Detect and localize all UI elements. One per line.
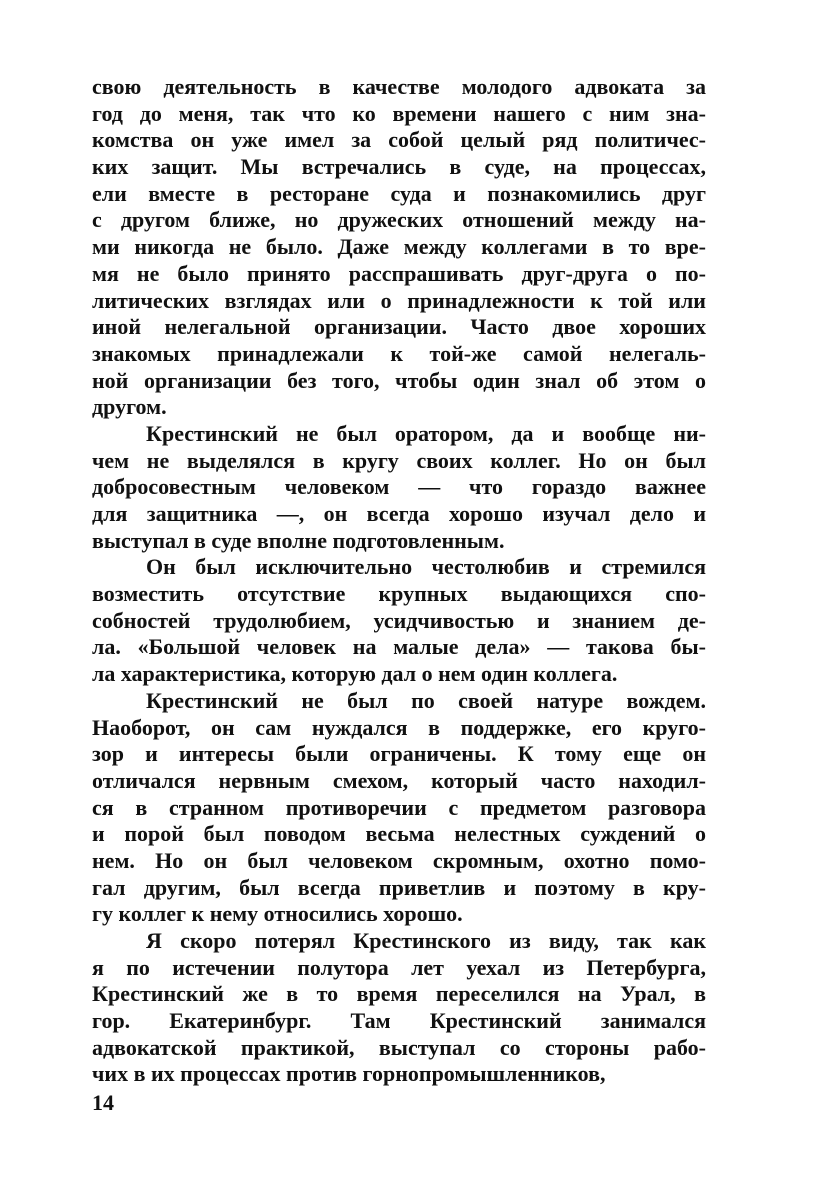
text-line: адвокатской практикой, выступал со стороны рабо-	[92, 1034, 706, 1060]
text-line: мя не было принято расспрашивать друг-друга о по-	[92, 260, 706, 286]
text-line: Крестинский же в то время переселился на Урал, в	[92, 981, 706, 1007]
text-line: Крестинский не был по своей натуре вождем.	[146, 687, 706, 713]
text-line: собностей трудолюбием, усидчивостью и знанием де-	[92, 607, 706, 633]
body-text	[92, 74, 706, 1088]
text-line: зор и интересы были ограничены. К тому еще он	[92, 741, 706, 767]
text-line: чих в их процессах против горнопромышленников,	[92, 1061, 606, 1087]
text-line: и порой был поводом весьма нелестных суждений о	[92, 821, 706, 847]
text-line: Наоборот, он сам нуждался в поддержке, его круго-	[92, 714, 706, 740]
text-line: знакомых принадлежали к той-же самой нелегаль-	[92, 340, 706, 366]
text-line: ла характеристика, которую дал о нем один коллега.	[92, 661, 618, 687]
text-line: для защитника —, он всегда хорошо изучал дело и	[92, 501, 706, 526]
text-line: гал другим, был всегда приветлив и поэтому в кру-	[92, 874, 706, 900]
text-line: Он был исключительно честолюбив и стремился	[146, 554, 706, 580]
text-line: гор. Екатеринбург. Там Крестинский занимался	[92, 1008, 706, 1034]
text-line: ких защит. Мы встречались в суде, на процессах,	[92, 154, 706, 180]
page-number: 14	[92, 1090, 114, 1115]
text-line: другом.	[92, 394, 167, 420]
text-line: ми никогда не было. Даже между коллегами в то вре-	[92, 234, 706, 260]
text-line: Крестинский не был оратором, да и вообще ни-	[146, 420, 706, 446]
text-line: нем. Но он был человеком скромным, охотно помо-	[92, 847, 706, 873]
text-line: ной организации без того, чтобы один знал об этом о	[92, 367, 706, 393]
text-line: возместить отсутствие крупных выдающихся спо-	[92, 581, 706, 607]
text-line: чем не выделялся в кругу своих коллег. Но он был	[92, 447, 706, 473]
text-line: ла. «Большой человек на малые дела» — такова бы-	[92, 634, 706, 660]
text-line: свою деятельность в качестве молодого адвоката за	[92, 74, 706, 99]
text-line: Я скоро потерял Крестинского из виду, так как	[146, 928, 706, 953]
text-line: с другом ближе, но дружеских отношений между на-	[92, 207, 706, 233]
text-line: литических взглядах или о принадлежности к той или	[92, 287, 706, 313]
text-line: я по истечении полутора лет уехал из Петербурга,	[92, 954, 706, 980]
text-line: иной нелегальной организации. Часто двое хороших	[92, 314, 706, 340]
text-line: гу коллег к нему относились хорошо.	[92, 901, 463, 927]
text-line: комства он уже имел за собой целый ряд политичес-	[92, 127, 706, 153]
text-line: выступал в суде вполне подготовленным.	[92, 527, 505, 553]
text-line: отличался нервным смехом, который часто находил-	[92, 767, 706, 793]
text-line: добросовестным человеком — что гораздо важнее	[92, 474, 706, 500]
text-line: ся в странном противоречии с предметом разговора	[92, 794, 706, 820]
text-line: ели вместе в ресторане суда и познакомились друг	[92, 180, 706, 206]
text-line: год до меня, так что ко времени нашего с ним зна-	[92, 100, 706, 126]
